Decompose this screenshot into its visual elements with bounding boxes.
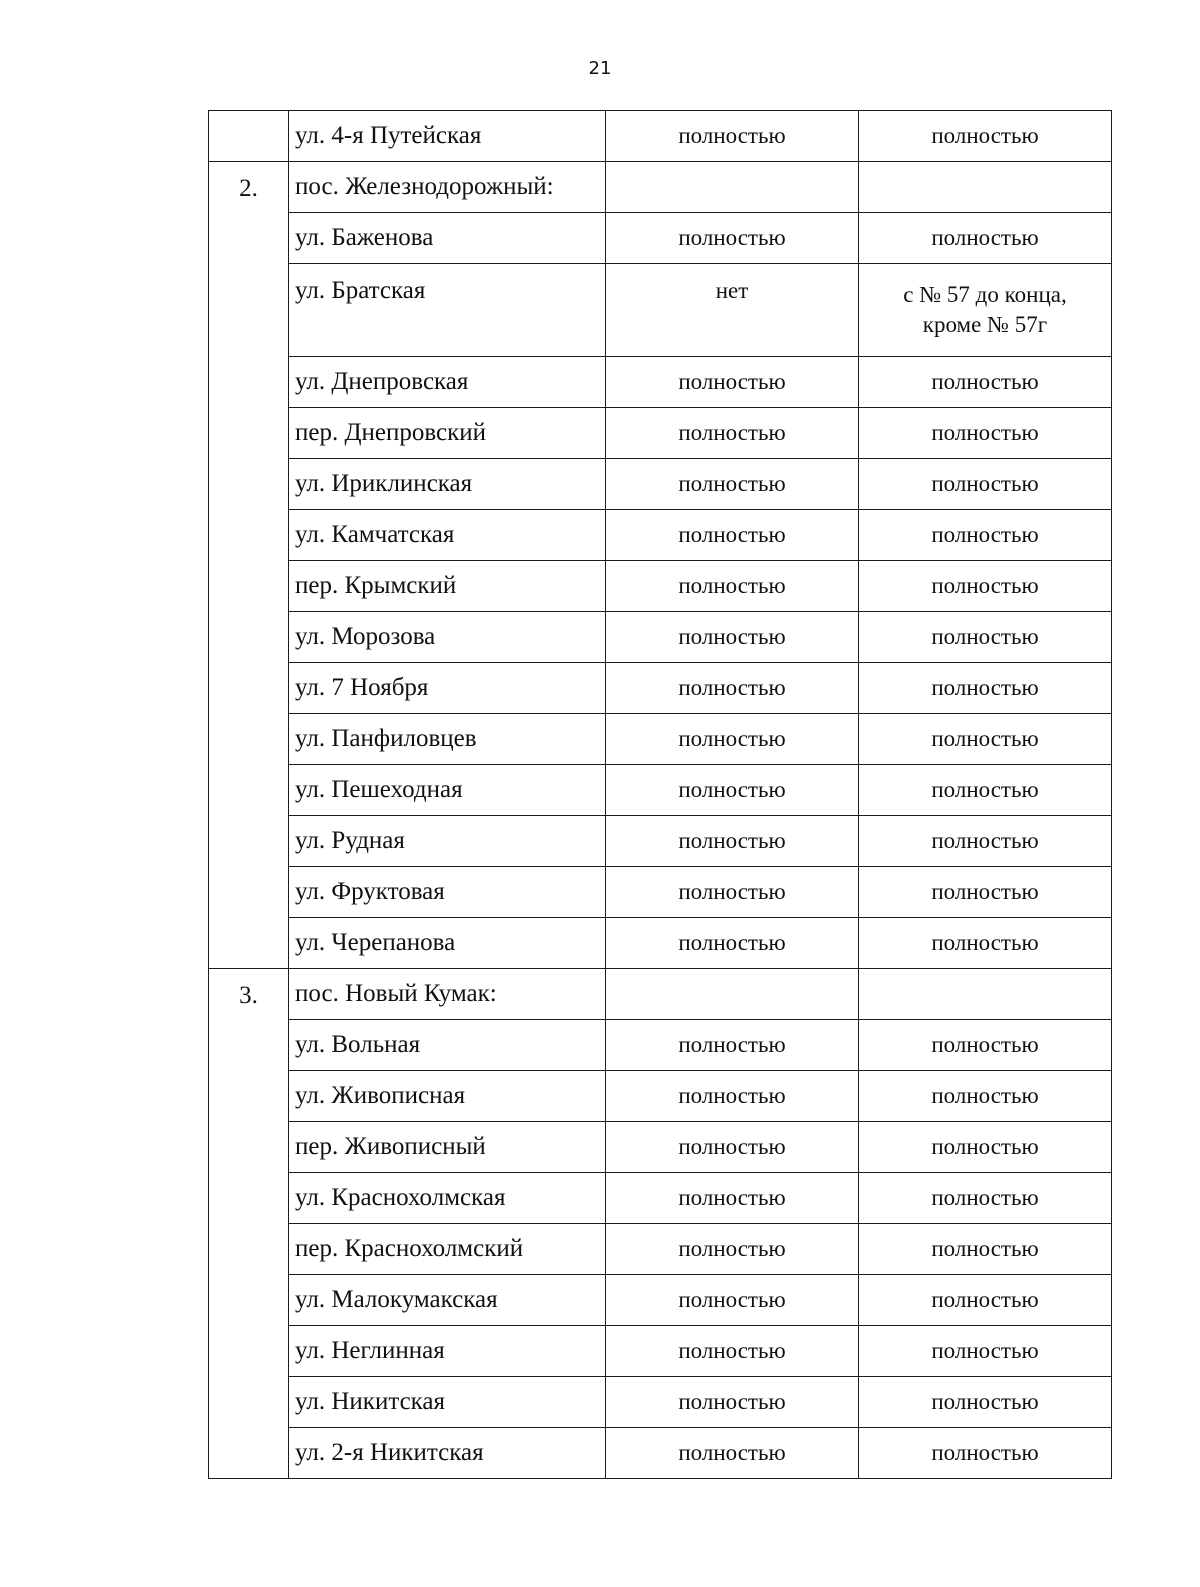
coverage-a-cell: полностью <box>606 918 859 969</box>
coverage-b-line: полностью <box>931 777 1039 802</box>
page-number-text: 21 <box>588 58 612 79</box>
coverage-b-cell <box>859 408 1112 459</box>
coverage-a-cell: полностью <box>606 1428 859 1479</box>
coverage-b-cell <box>859 459 1112 510</box>
coverage-b-line: полностью <box>931 624 1039 649</box>
coverage-b-line: полностью <box>931 930 1039 955</box>
table-row <box>209 264 1112 357</box>
street-name-cell: ул. Живописная <box>289 1071 606 1122</box>
coverage-b-cell <box>859 612 1112 663</box>
street-name-cell: ул. Камчатская <box>289 510 606 561</box>
table-row <box>209 1020 1112 1071</box>
coverage-b-cell <box>859 1020 1112 1071</box>
table-row <box>209 663 1112 714</box>
coverage-a-cell <box>606 162 859 213</box>
coverage-a-cell: полностью <box>606 1275 859 1326</box>
table-row <box>209 510 1112 561</box>
coverage-b-cell <box>859 213 1112 264</box>
street-table <box>208 110 1112 1479</box>
coverage-a-cell: полностью <box>606 510 859 561</box>
street-name-cell: ул. Морозова <box>289 612 606 663</box>
coverage-a-cell: полностью <box>606 1377 859 1428</box>
coverage-a-cell: полностью <box>606 213 859 264</box>
coverage-b-line: с № 57 до конца, <box>903 282 1067 307</box>
street-name-cell: ул. 2-я Никитская <box>289 1428 606 1479</box>
coverage-a-cell: полностью <box>606 816 859 867</box>
street-name-cell: ул. Баженова <box>289 213 606 264</box>
table-row <box>209 1173 1112 1224</box>
coverage-a-cell: полностью <box>606 612 859 663</box>
coverage-b-line: полностью <box>931 420 1039 445</box>
coverage-b-cell <box>859 1275 1112 1326</box>
coverage-b-cell <box>859 969 1112 1020</box>
coverage-b-line: полностью <box>931 522 1039 547</box>
street-name-cell: ул. 7 Ноября <box>289 663 606 714</box>
street-name-cell: ул. Малокумакская <box>289 1275 606 1326</box>
coverage-b-line: полностью <box>931 1440 1039 1465</box>
coverage-b-cell <box>859 264 1112 357</box>
group-number-cell: 2. <box>209 162 289 969</box>
table-row <box>209 1071 1112 1122</box>
street-name-cell: ул. Черепанова <box>289 918 606 969</box>
street-name-cell: пос. Железнодорожный: <box>289 162 606 213</box>
street-name-cell: ул. Фруктовая <box>289 867 606 918</box>
coverage-b-line: полностью <box>931 123 1039 148</box>
street-name-cell: пер. Краснохолмский <box>289 1224 606 1275</box>
coverage-b-cell <box>859 162 1112 213</box>
table-row <box>209 162 1112 213</box>
coverage-b-line: полностью <box>931 1134 1039 1159</box>
table-row <box>209 1275 1112 1326</box>
table-row <box>209 1377 1112 1428</box>
coverage-a-cell: полностью <box>606 111 859 162</box>
street-name-cell: ул. Братская <box>289 264 606 357</box>
coverage-b-cell <box>859 1122 1112 1173</box>
coverage-b-line: полностью <box>931 828 1039 853</box>
coverage-b-cell <box>859 357 1112 408</box>
coverage-b-line: полностью <box>931 879 1039 904</box>
coverage-a-cell: полностью <box>606 1020 859 1071</box>
coverage-b-line: полностью <box>931 1287 1039 1312</box>
table-row <box>209 459 1112 510</box>
coverage-a-cell: полностью <box>606 561 859 612</box>
coverage-b-cell <box>859 765 1112 816</box>
coverage-b-cell <box>859 1428 1112 1479</box>
coverage-b-cell <box>859 1071 1112 1122</box>
street-name-cell: ул. Панфиловцев <box>289 714 606 765</box>
street-name-cell: пер. Живописный <box>289 1122 606 1173</box>
coverage-a-cell: полностью <box>606 867 859 918</box>
coverage-a-cell: полностью <box>606 357 859 408</box>
street-name-cell: ул. Краснохолмская <box>289 1173 606 1224</box>
coverage-b-cell <box>859 663 1112 714</box>
street-name-cell: ул. 4-я Путейская <box>289 111 606 162</box>
coverage-a-cell <box>606 969 859 1020</box>
coverage-a-cell: полностью <box>606 408 859 459</box>
coverage-b-line: полностью <box>931 471 1039 496</box>
coverage-b-line: полностью <box>931 1083 1039 1108</box>
coverage-b-line: полностью <box>931 369 1039 394</box>
coverage-b-line: полностью <box>931 726 1039 751</box>
group-number-cell: 3. <box>209 969 289 1479</box>
table-row <box>209 408 1112 459</box>
coverage-b-cell <box>859 561 1112 612</box>
coverage-b-cell <box>859 918 1112 969</box>
table-row <box>209 1224 1112 1275</box>
coverage-a-cell: полностью <box>606 1071 859 1122</box>
street-name-cell: ул. Днепровская <box>289 357 606 408</box>
street-name-cell: ул. Никитская <box>289 1377 606 1428</box>
street-name-cell: ул. Рудная <box>289 816 606 867</box>
street-name-cell: ул. Ириклинская <box>289 459 606 510</box>
coverage-b-cell <box>859 816 1112 867</box>
coverage-b-cell <box>859 867 1112 918</box>
table-row <box>209 357 1112 408</box>
coverage-b-cell <box>859 714 1112 765</box>
coverage-a-cell: полностью <box>606 1173 859 1224</box>
table-row <box>209 1326 1112 1377</box>
table-row <box>209 1428 1112 1479</box>
coverage-a-cell: нет <box>606 264 859 357</box>
table-row <box>209 1122 1112 1173</box>
table-row <box>209 213 1112 264</box>
table-row <box>209 816 1112 867</box>
coverage-b-cell <box>859 1377 1112 1428</box>
coverage-b-cell <box>859 111 1112 162</box>
coverage-a-cell: полностью <box>606 663 859 714</box>
table-row <box>209 714 1112 765</box>
street-table-body <box>209 111 1112 1479</box>
table-row <box>209 612 1112 663</box>
coverage-b-line: полностью <box>931 1389 1039 1414</box>
street-name-cell: пер. Днепровский <box>289 408 606 459</box>
coverage-b-line: полностью <box>931 573 1039 598</box>
table-row <box>209 561 1112 612</box>
coverage-b-line: полностью <box>931 1032 1039 1057</box>
street-name-cell: пер. Крымский <box>289 561 606 612</box>
table-row <box>209 969 1112 1020</box>
coverage-a-cell: полностью <box>606 1122 859 1173</box>
coverage-b-line: полностью <box>931 225 1039 250</box>
coverage-a-cell: полностью <box>606 1224 859 1275</box>
coverage-b-cell <box>859 1224 1112 1275</box>
coverage-a-cell: полностью <box>606 714 859 765</box>
table-row <box>209 765 1112 816</box>
coverage-a-cell: полностью <box>606 1326 859 1377</box>
coverage-b-line: полностью <box>931 1338 1039 1363</box>
coverage-a-cell: полностью <box>606 459 859 510</box>
table-row <box>209 918 1112 969</box>
coverage-b-cell <box>859 1173 1112 1224</box>
coverage-b-cell <box>859 1326 1112 1377</box>
group-number-cell <box>209 111 289 162</box>
street-name-cell: ул. Вольная <box>289 1020 606 1071</box>
coverage-b-line: полностью <box>931 1236 1039 1261</box>
table-row <box>209 111 1112 162</box>
coverage-b-line: полностью <box>931 1185 1039 1210</box>
coverage-b-cell <box>859 510 1112 561</box>
table-row <box>209 867 1112 918</box>
coverage-b-line: кроме № 57г <box>922 312 1048 337</box>
street-name-cell: пос. Новый Кумак: <box>289 969 606 1020</box>
street-name-cell: ул. Пешеходная <box>289 765 606 816</box>
coverage-b-line: полностью <box>931 675 1039 700</box>
coverage-a-cell: полностью <box>606 765 859 816</box>
street-name-cell: ул. Неглинная <box>289 1326 606 1377</box>
